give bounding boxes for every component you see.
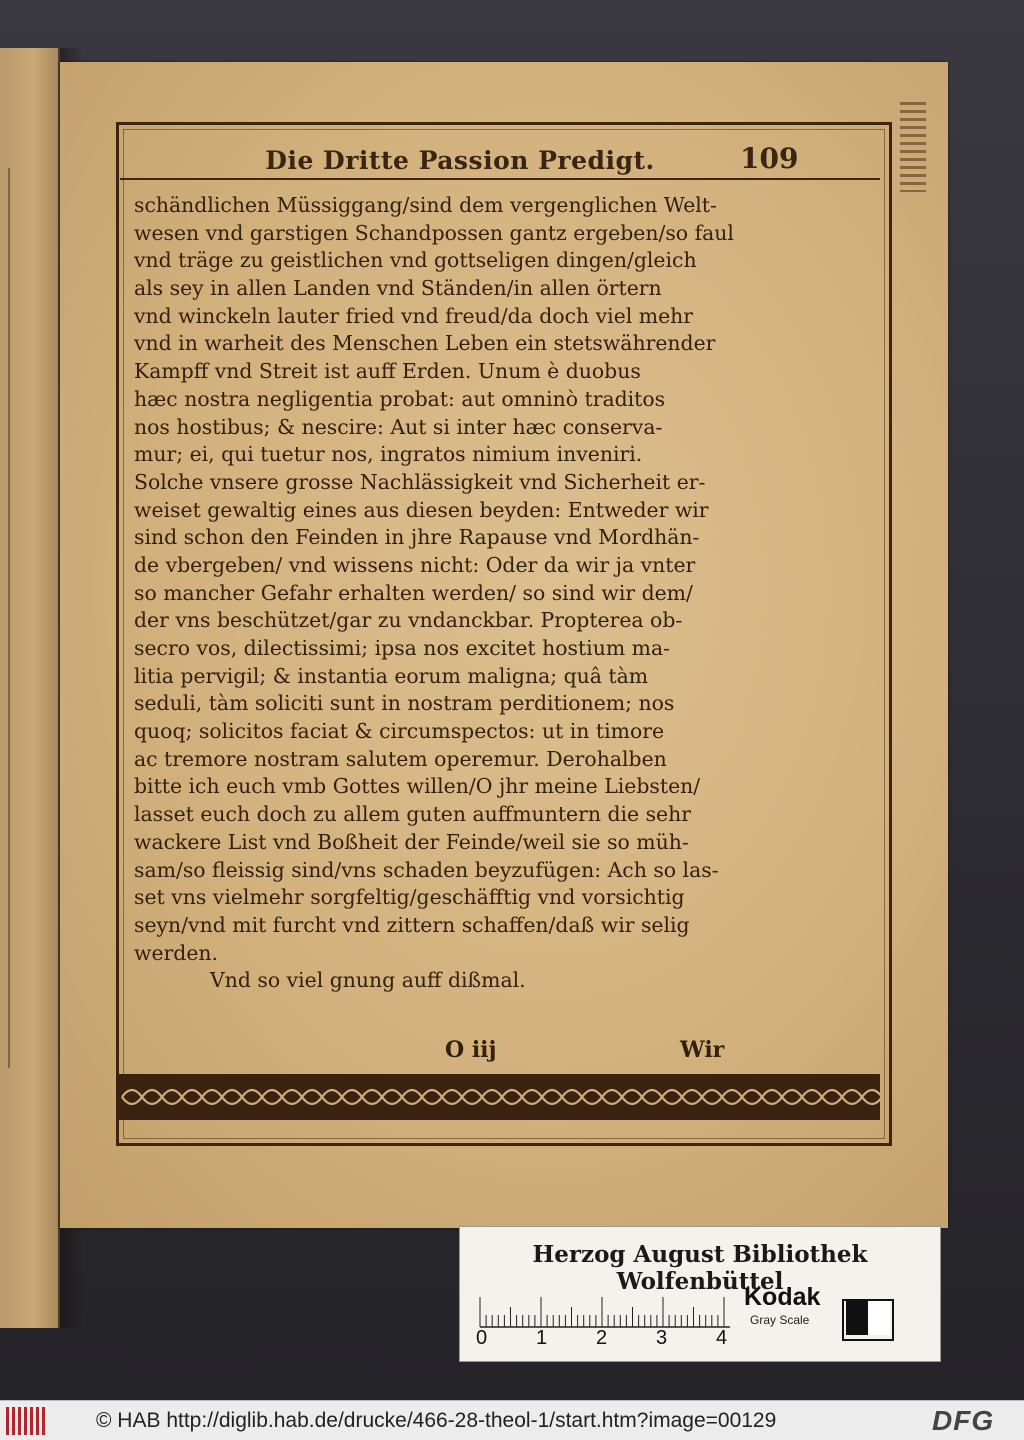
signature-mark: O iij: [445, 1037, 497, 1063]
text-line: de vbergeben/ vnd wissens nicht: Oder da wir ja vnter: [134, 552, 696, 577]
adjacent-page-edge: [0, 48, 60, 1328]
white-patch: [868, 1301, 890, 1335]
text-line: set vns vielmehr sorgfeltig/geschäfftig vnd vorsichtig: [134, 885, 685, 910]
text-line: wackere List vnd Boßheit der Feinde/weil sie so müh-: [134, 829, 689, 854]
text-line: wesen vnd garstigen Schandpossen gantz ergeben/so faul: [134, 220, 734, 245]
text-line: seyn/vnd mit furcht vnd zittern schaffen/daß wir selig: [134, 912, 690, 937]
text-line: litia pervigil; & instantia eorum maligna; quâ tàm: [134, 663, 649, 688]
text-line: seduli, tàm soliciti sunt in nostram perditionem; nos: [134, 691, 675, 716]
book-page: [60, 62, 948, 1228]
hab-logo-icon: [6, 1407, 46, 1435]
text-line: sind schon den Feinden in jhre Rapause vnd Mordhän-: [134, 525, 700, 550]
closing-line: Vnd so viel gnung auff dißmal.: [210, 968, 526, 993]
text-line: weiset gewaltig eines aus diesen beyden: Entweder wir: [134, 497, 709, 522]
running-head: Die Dritte Passion Predigt.: [265, 146, 655, 175]
ruler-label: 3: [656, 1327, 668, 1349]
adjacent-page-rule: [8, 168, 10, 1068]
text-line: quoq; solicitos faciat & circumspectos: ut in timore: [134, 719, 665, 744]
ruler-scale: [476, 1289, 734, 1329]
ornament-band-icon: [116, 1074, 880, 1120]
catchword: Wir: [680, 1037, 725, 1063]
ruler-label: 4: [716, 1327, 728, 1349]
text-line: vnd träge zu geistlichen vnd gottseligen dingen/gleich: [134, 248, 697, 273]
body-text: [134, 192, 746, 995]
ruler-label: 0: [476, 1327, 488, 1349]
text-line: lasset euch doch zu allem guten auffmuntern die sehr: [134, 802, 691, 827]
page-number: 109: [740, 142, 799, 175]
text-line: so mancher Gefahr erhalten werden/ so sind wir dem/: [134, 580, 693, 605]
text-line: Solche vnsere grosse Nachlässigkeit vnd Sicherheit er-: [134, 469, 706, 494]
text-line: schändlichen Müssiggang/sind dem vergenglichen Welt-: [134, 193, 717, 217]
text-line: ac tremore nostram salutem operemur. Derohalben: [134, 746, 667, 771]
margin-marks: [900, 102, 926, 192]
footer-bar: [0, 1400, 1024, 1440]
text-line: mur; ei, qui tuetur nos, ingratos nimium inveniri.: [134, 442, 643, 467]
head-rule: [120, 178, 880, 180]
text-line: nos hostibus; & nescire: Aut si inter hæc conserva-: [134, 414, 663, 439]
text-line: secro vos, dilectissimi; ipsa nos excitet hostium ma-: [134, 636, 671, 660]
ruler-label: 1: [536, 1327, 548, 1349]
text-line: werden.: [134, 940, 219, 965]
kodak-brand: Kodak: [744, 1283, 821, 1311]
ruler-labels: [470, 1327, 740, 1353]
footer-credit-link[interactable]: © HAB http://diglib.hab.de/drucke/466-28-theol-1/start.htm?image=00129: [96, 1409, 777, 1432]
text-line: der vns beschützet/gar zu vndanckbar. Propterea ob-: [134, 608, 683, 633]
text-line: hæc nostra negligentia probat: aut omninò traditos: [134, 386, 666, 411]
text-line: als sey in allen Landen vnd Ständen/in allen örtern: [134, 276, 662, 301]
text-line: vnd winckeln lauter fried vnd freud/da doch viel mehr: [134, 303, 694, 328]
text-line: bitte ich euch vmb Gottes willen/O jhr meine Liebsten/: [134, 774, 701, 799]
black-patch: [846, 1301, 868, 1335]
text-line: Kampff vnd Streit ist auff Erden. Unum è duobus: [134, 359, 641, 384]
text-line: sam/so fleissig sind/vns schaden beyzufügen: Ach so las-: [134, 857, 719, 882]
gray-scale-label: Gray Scale: [750, 1313, 810, 1327]
text-line: vnd in warheit des Menschen Leben ein stetswährender: [134, 331, 716, 356]
ruler-label: 2: [596, 1327, 608, 1349]
dfg-logo: DFG: [932, 1405, 995, 1436]
institution-name: Herzog August Bibliothek Wolfenbüttel: [532, 1241, 868, 1295]
scale-card: [459, 1226, 941, 1362]
